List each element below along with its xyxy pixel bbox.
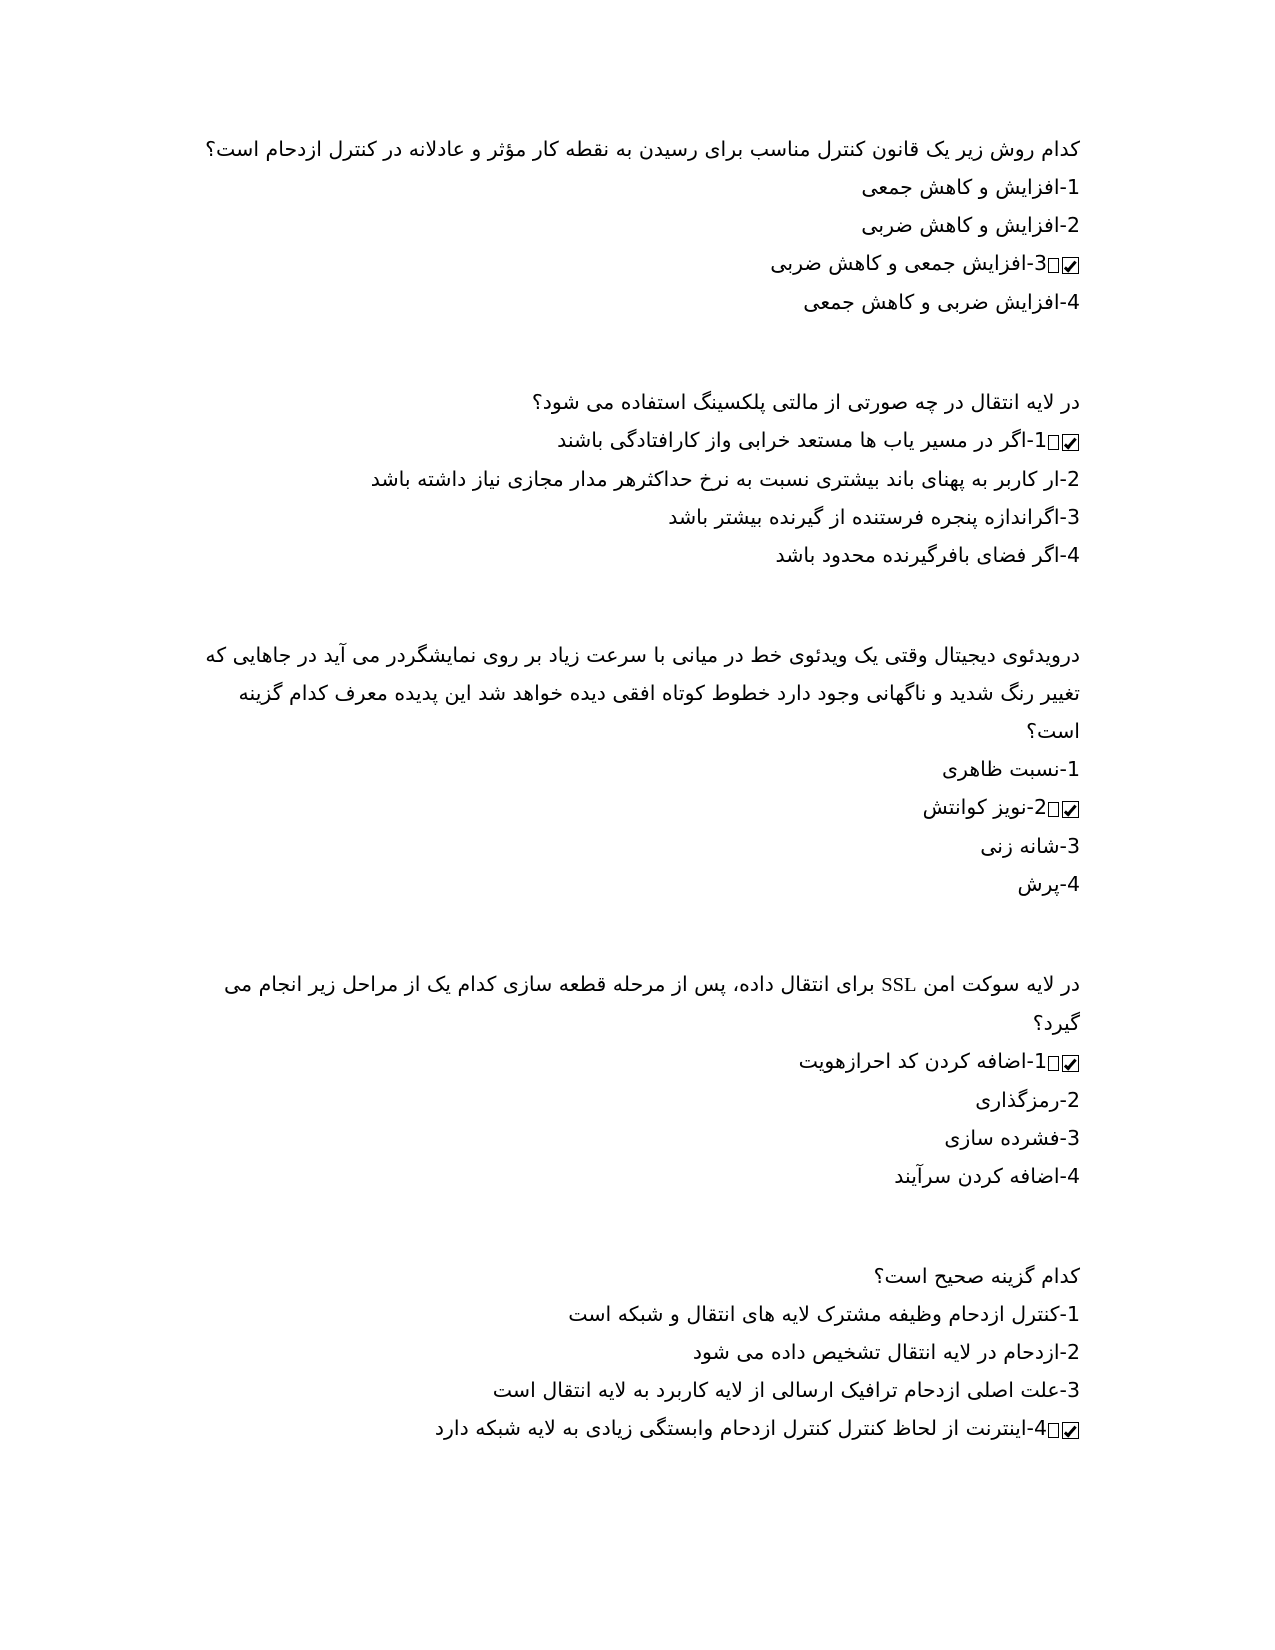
question-option[interactable] <box>195 1157 1080 1195</box>
answer-marker <box>1047 789 1079 827</box>
question-stem-acronym: SSL <box>881 974 917 996</box>
question-option[interactable] <box>195 168 1080 206</box>
option-text: 1-نسبت ظاهری <box>942 757 1080 781</box>
question-option[interactable] <box>195 421 1080 460</box>
checked-checkbox-icon[interactable] <box>1062 434 1079 451</box>
option-text: 4-اینترنت از لحاظ کنترل کنترل ازدحام وابستگی زیادی به لایه شبکه دارد <box>434 1416 1047 1440</box>
option-text: 4-افزایش ضربی و کاهش جمعی <box>803 290 1080 314</box>
question-option[interactable] <box>195 1042 1080 1081</box>
question-option[interactable] <box>195 460 1080 498</box>
missing-glyph-box-icon <box>1048 435 1059 450</box>
question-option[interactable] <box>195 1409 1080 1448</box>
question-option[interactable] <box>195 788 1080 827</box>
question-option[interactable] <box>195 1081 1080 1119</box>
missing-glyph-box-icon <box>1048 1423 1059 1438</box>
question-stem-suffix: برای انتقال داده، پس از مرحله قطعه سازی کدام یک از مراحل زیر انجام می گیرد؟ <box>223 972 1080 1035</box>
question-stem: در لایه انتقال در چه صورتی از مالتی پلکسینگ استفاده می شود؟ <box>531 390 1080 414</box>
missing-glyph-box-icon <box>1048 802 1059 817</box>
question-option[interactable] <box>195 1333 1080 1371</box>
question-option[interactable] <box>195 1371 1080 1409</box>
option-text: 2-ار کاربر به پهنای باند بیشتری نسبت به نرخ حداکثرهر مدار مجازی نیاز داشته باشد <box>370 467 1080 491</box>
question-stem: کدام گزینه صحیح است؟ <box>873 1264 1080 1288</box>
answer-marker <box>1047 1410 1079 1448</box>
question-block-5 <box>195 1257 1080 1448</box>
option-text: 1-اضافه کردن کد احرازهویت <box>798 1049 1047 1073</box>
answer-marker <box>1047 1043 1079 1081</box>
option-text: 4-اضافه کردن سرآیند <box>894 1164 1080 1188</box>
question-option[interactable] <box>195 1119 1080 1157</box>
question-stem <box>195 965 1080 1042</box>
exam-questions-container <box>195 130 1080 1448</box>
option-text: 3-علت اصلی ازدحام ترافیک ارسالی از لایه کاربرد به لایه انتقال است <box>492 1378 1080 1402</box>
question-option[interactable] <box>195 498 1080 536</box>
question-option[interactable] <box>195 244 1080 283</box>
question-option[interactable] <box>195 283 1080 321</box>
missing-glyph-box-icon <box>1048 1056 1059 1071</box>
option-text: 2-ازدحام در لایه انتقال تشخیص داده می شود <box>692 1340 1080 1364</box>
checked-checkbox-icon[interactable] <box>1062 1055 1079 1072</box>
question-option[interactable] <box>195 865 1080 903</box>
checked-checkbox-icon[interactable] <box>1062 1422 1079 1439</box>
question-option[interactable] <box>195 827 1080 865</box>
missing-glyph-box-icon <box>1048 258 1059 273</box>
checked-checkbox-icon[interactable] <box>1062 801 1079 818</box>
option-text: 3-افزایش جمعی و کاهش ضربی <box>770 251 1047 275</box>
question-stem: درویدئوی دیجیتال وقتی یک ویدئوی خط در میانی با سرعت زیاد بر روی نمایشگردر می آید در جاهایی که تغییر رنگ شدید و ناگهانی وجود دارد خطوط کوتاه افقی دیده خواهد شد این پدیده معرف کدام گزینه است؟ <box>205 643 1080 743</box>
question-option[interactable] <box>195 750 1080 788</box>
question-block-1 <box>195 130 1080 321</box>
option-text: 2-نویز کوانتش <box>922 795 1047 819</box>
answer-marker <box>1047 422 1079 460</box>
question-stem-prefix: در لایه سوکت امن <box>916 972 1080 996</box>
option-text: 1-افزایش و کاهش جمعی <box>861 175 1080 199</box>
question-option[interactable] <box>195 206 1080 244</box>
question-block-3 <box>195 636 1080 903</box>
option-text: 4-پرش <box>1017 872 1080 896</box>
option-text: 2-افزایش و کاهش ضربی <box>861 213 1080 237</box>
option-text: 1-اگر در مسیر یاب ها مستعد خرابی واز کارافتادگی باشند <box>557 428 1047 452</box>
question-block-2 <box>195 383 1080 574</box>
option-text: 3-شانه زنی <box>980 834 1080 858</box>
option-text: 3-فشرده سازی <box>944 1126 1080 1150</box>
option-text: 4-اگر فضای بافرگیرنده محدود باشد <box>775 543 1080 567</box>
option-text: 1-کنترل ازدحام وظیفه مشترک لایه های انتقال و شبکه است <box>568 1302 1080 1326</box>
question-option[interactable] <box>195 536 1080 574</box>
question-block-4 <box>195 965 1080 1195</box>
question-stem: کدام روش زیر یک قانون کنترل مناسب برای رسیدن به نقطه کار مؤثر و عادلانه در کنترل ازدحام است؟ <box>205 137 1080 161</box>
option-text: 3-اگراندازه پنجره فرستنده از گیرنده بیشتر باشد <box>668 505 1080 529</box>
checked-checkbox-icon[interactable] <box>1062 257 1079 274</box>
option-text: 2-رمزگذاری <box>975 1088 1080 1112</box>
answer-marker <box>1047 245 1079 283</box>
question-option[interactable] <box>195 1295 1080 1333</box>
